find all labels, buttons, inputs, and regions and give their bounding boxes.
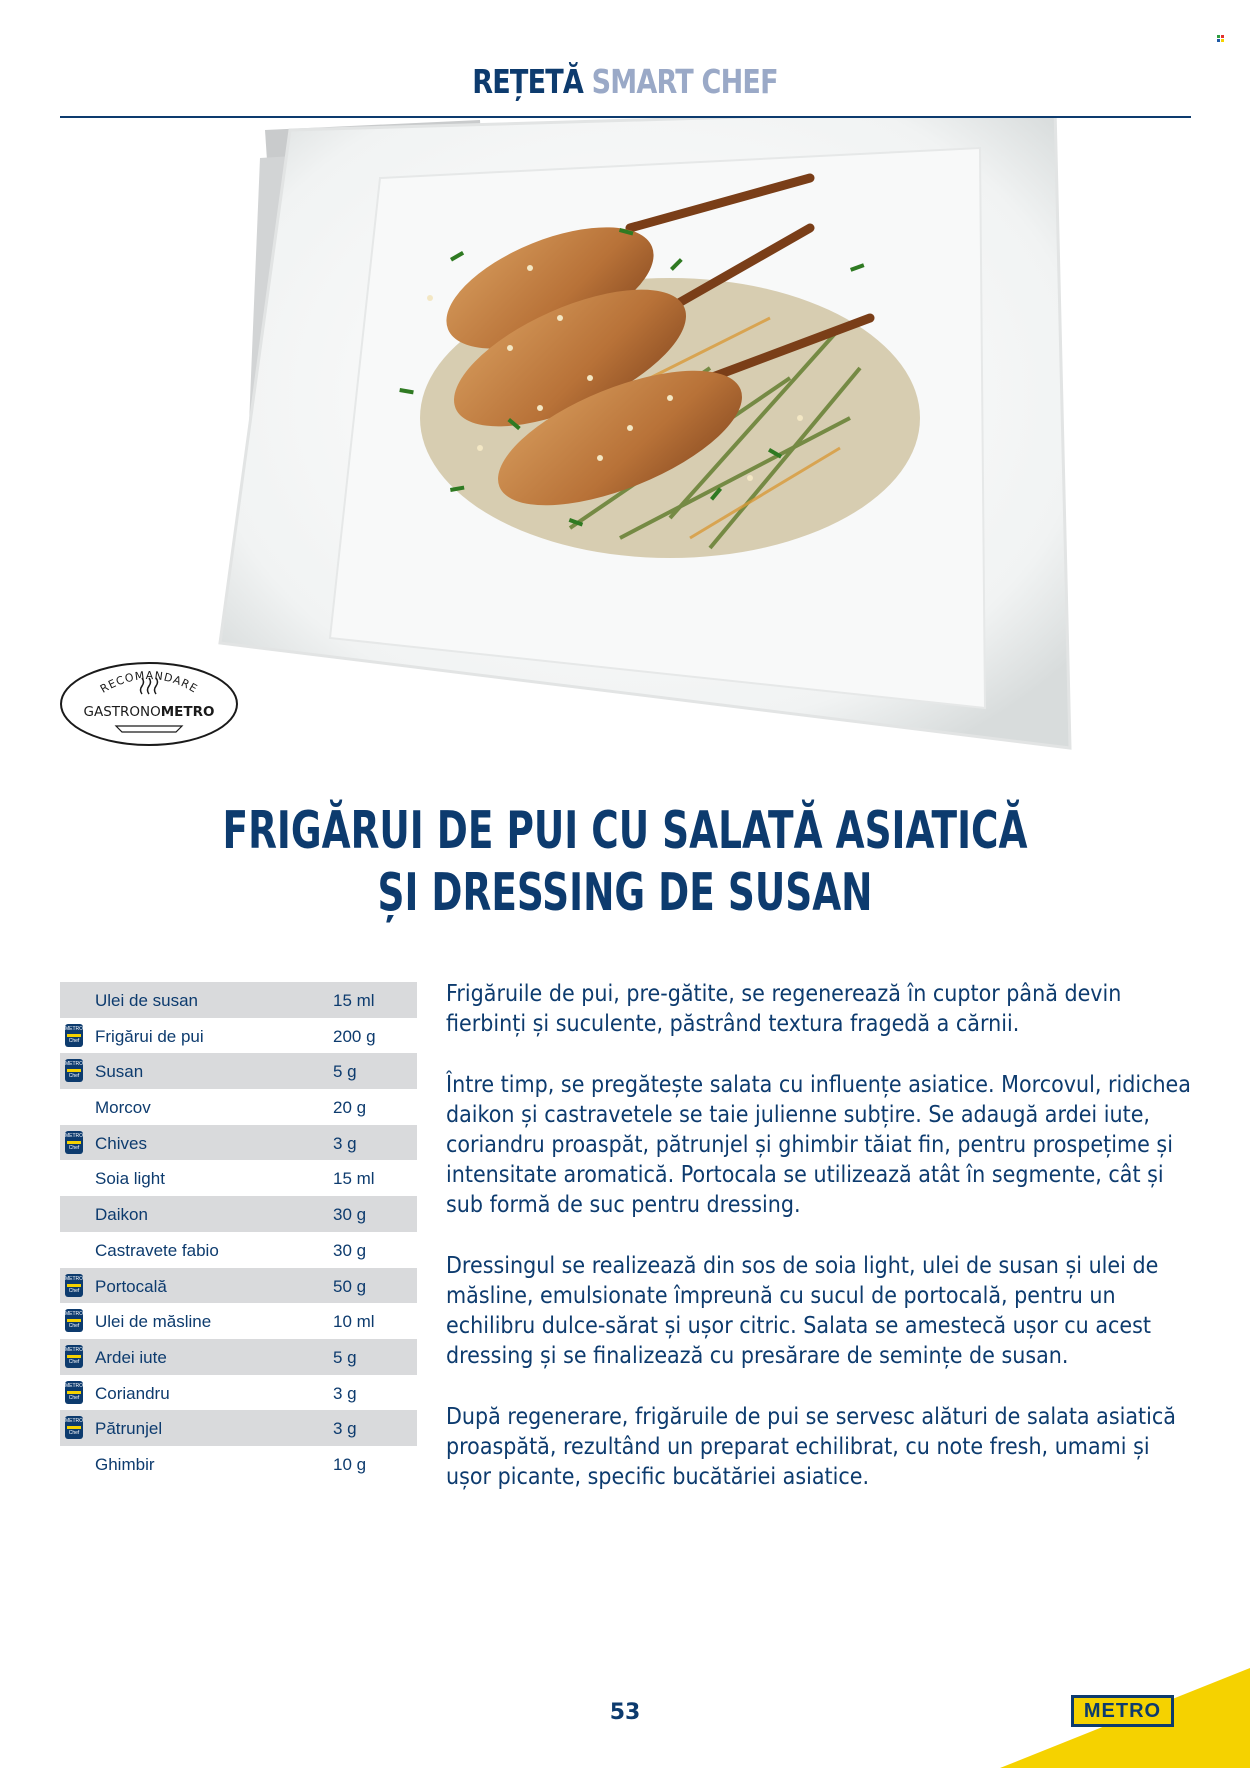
header-smart-chef: SMART CHEF — [591, 62, 778, 101]
ingredient-name: Castravete fabio — [95, 1240, 219, 1260]
instructions — [446, 978, 1191, 1522]
ingredient-name: Morcov — [95, 1098, 151, 1118]
ingredient-row — [60, 1268, 417, 1304]
badge-top-text: RECOMANDARE — [97, 668, 201, 696]
svg-text:GASTRONOMETRO — [84, 704, 215, 720]
metro-chef-icon-line2: Chef — [68, 1037, 80, 1044]
ingredient-quantity: 20 g — [333, 1098, 367, 1118]
metro-logo: METRO — [1071, 1695, 1174, 1727]
metro-chef-icon-line1: METRO — [65, 1311, 84, 1318]
metro-chef-icon-line1: METRO — [65, 1275, 84, 1282]
recipe-title-line1: FRIGĂRUI DE PUI CU SALATĂ ASIATICĂ — [222, 801, 1028, 861]
ingredient-quantity: 50 g — [333, 1276, 367, 1296]
ingredients-table — [60, 982, 417, 1482]
header-recipe-word: REȚETĂ — [472, 62, 584, 101]
metro-chef-icon-line2: Chef — [68, 1073, 80, 1080]
ingredient-quantity: 5 g — [333, 1062, 357, 1082]
ingredient-quantity: 15 ml — [333, 991, 375, 1010]
ingredient-quantity: 10 ml — [333, 1312, 375, 1332]
instructions-paragraph-4: După regenerare, frigăruile de pui se servesc alături de salata asiatică proaspătă, rezultând un preparat echilibrat, cu note fresh, umami și ușor picante, specific bucătăriei asiatice. — [446, 1402, 1176, 1490]
ingredient-quantity: 3 g — [333, 1383, 357, 1403]
ingredient-row — [60, 1196, 417, 1232]
metro-chef-icon-line1: METRO — [65, 1382, 84, 1389]
ingredient-name: Susan — [95, 1062, 144, 1082]
ingredient-row — [60, 1375, 417, 1411]
ingredient-quantity: 30 g — [333, 1205, 367, 1225]
ingredient-row — [60, 1232, 417, 1268]
metro-chef-icon-line2: Chef — [68, 1430, 80, 1437]
ingredient-quantity: 200 g — [333, 1026, 376, 1046]
ingredient-quantity: 5 g — [333, 1347, 357, 1367]
ingredient-name: Ulei de susan — [95, 991, 199, 1010]
metro-chef-icon — [65, 1381, 83, 1404]
ingredient-row — [60, 1125, 417, 1161]
gastronometro-badge — [58, 660, 240, 748]
dish-photo — [150, 118, 1100, 758]
instructions-paragraph-3: Dressingul se realizează din sos de soia light, ulei de susan și ulei de măsline, emulsionate împreună cu sucul de portocală, pentru un echilibru dulce-sărat și ușor citric. Salata se amestecă ușor cu acest dressing și se finalizează cu presărare de semințe de susan. — [446, 1251, 1159, 1369]
ingredient-name: Frigărui de pui — [95, 1026, 204, 1046]
metro-chef-icon-line2: Chef — [68, 1358, 80, 1365]
metro-chef-icon-line1: METRO — [65, 1132, 84, 1139]
metro-chef-icon — [65, 1345, 83, 1368]
metro-chef-icon-line2: Chef — [68, 1323, 80, 1330]
ingredient-row — [60, 1339, 417, 1375]
instructions-paragraph-2: Între timp, se pregătește salata cu influențe asiatice. Morcovul, ridichea daikon și castravetele se taie julienne subțire. Se adaugă ardei iute, coriandru proaspăt, pătrunjel și ghimbir tăiat fin, pentru prospețime și intensitate aromatică. Portocala se utilizează atât în segmente, cât și sub formă de suc pentru dressing. — [446, 1070, 1191, 1218]
ingredient-name: Ardei iute — [95, 1347, 167, 1367]
metro-chef-icon-line1: METRO — [65, 1346, 84, 1353]
metro-chef-icon — [65, 1274, 83, 1297]
metro-chef-icon-line2: Chef — [68, 1394, 80, 1401]
ingredient-row — [60, 1446, 417, 1482]
color-marks-icon — [1217, 35, 1227, 43]
ingredient-name: Pătrunjel — [95, 1419, 163, 1439]
ingredient-quantity: 3 g — [333, 1419, 357, 1439]
ingredient-row — [60, 1303, 417, 1339]
ingredient-name: Ghimbir — [95, 1454, 155, 1474]
metro-chef-icon — [65, 1309, 83, 1332]
badge-brand-part1: GASTRONO — [83, 704, 161, 720]
metro-chef-icon-line1: METRO — [65, 1418, 84, 1425]
metro-chef-icon-line1: METRO — [65, 1061, 84, 1068]
ingredient-row — [60, 982, 417, 1018]
instructions-paragraph-1: Frigăruile de pui, pre-gătite, se regenerează în cuptor până devin fierbinți și suculente, păstrând textura fragedă a cărnii. — [446, 979, 1122, 1037]
ingredient-name: Coriandru — [95, 1383, 170, 1403]
section-header — [113, 62, 1138, 101]
ingredient-row — [60, 1160, 417, 1196]
metro-chef-icon — [65, 1059, 83, 1082]
page-number: 53 — [609, 1700, 641, 1725]
ingredient-name: Portocală — [95, 1276, 167, 1296]
ingredient-name: Chives — [95, 1133, 147, 1153]
ingredient-quantity: 15 ml — [333, 1169, 375, 1189]
ingredient-name: Soia light — [95, 1169, 165, 1189]
ingredient-quantity: 30 g — [333, 1240, 367, 1260]
recipe-title-line2: ȘI DRESSING DE SUSAN — [377, 863, 873, 923]
ingredient-row — [60, 1053, 417, 1089]
ingredient-quantity: 3 g — [333, 1133, 357, 1153]
metro-chef-icon — [65, 1024, 83, 1047]
recipe-title — [175, 800, 1075, 924]
ingredient-row — [60, 1410, 417, 1446]
ingredient-row — [60, 1089, 417, 1125]
ingredient-quantity: 10 g — [333, 1454, 367, 1474]
metro-chef-icon — [65, 1416, 83, 1439]
badge-brand-part2: METRO — [160, 704, 215, 720]
metro-chef-icon-line1: METRO — [65, 1025, 84, 1032]
ingredient-name: Daikon — [95, 1205, 148, 1225]
metro-chef-icon — [65, 1131, 83, 1154]
metro-chef-icon-line2: Chef — [68, 1287, 80, 1294]
ingredient-name: Ulei de măsline — [95, 1312, 212, 1332]
metro-chef-icon-line2: Chef — [68, 1144, 80, 1151]
ingredient-row — [60, 1018, 417, 1054]
